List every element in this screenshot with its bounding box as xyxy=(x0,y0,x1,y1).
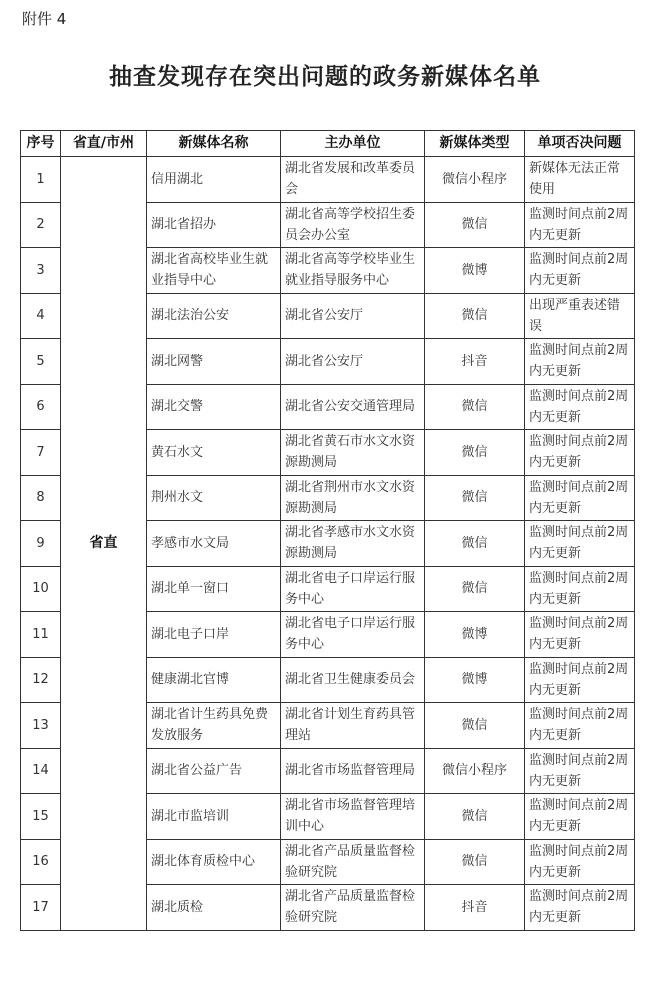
cell-media-type: 微信 xyxy=(425,794,525,840)
header-media-name: 新媒体名称 xyxy=(147,131,281,157)
cell-veto-issue: 监测时间点前2周内无更新 xyxy=(525,839,635,885)
cell-media-type: 微信 xyxy=(425,293,525,339)
cell-veto-issue: 监测时间点前2周内无更新 xyxy=(525,430,635,476)
cell-organizer: 湖北省公安交通管理局 xyxy=(281,384,425,430)
cell-organizer: 湖北省高等学校招生委员会办公室 xyxy=(281,202,425,248)
cell-media-type: 抖音 xyxy=(425,885,525,931)
cell-media-type: 微信 xyxy=(425,839,525,885)
cell-no: 4 xyxy=(21,293,61,339)
cell-media-name: 健康湖北官博 xyxy=(147,657,281,703)
attachment-label: 附件 4 xyxy=(22,10,67,28)
cell-media-type: 微信 xyxy=(425,521,525,567)
cell-media-type: 微博 xyxy=(425,657,525,703)
cell-no: 3 xyxy=(21,248,61,294)
cell-media-name: 湖北交警 xyxy=(147,384,281,430)
cell-media-type: 微信小程序 xyxy=(425,157,525,203)
cell-media-name: 湖北省计生药具免费发放服务 xyxy=(147,703,281,749)
cell-veto-issue: 监测时间点前2周内无更新 xyxy=(525,748,635,794)
cell-veto-issue: 监测时间点前2周内无更新 xyxy=(525,794,635,840)
cell-no: 17 xyxy=(21,885,61,931)
cell-organizer: 湖北省公安厅 xyxy=(281,339,425,385)
cell-no: 16 xyxy=(21,839,61,885)
cell-no: 12 xyxy=(21,657,61,703)
media-list-table xyxy=(20,130,635,931)
cell-media-type: 微信小程序 xyxy=(425,748,525,794)
cell-organizer: 湖北省卫生健康委员会 xyxy=(281,657,425,703)
cell-media-name: 湖北省高校毕业生就业指导中心 xyxy=(147,248,281,294)
cell-no: 8 xyxy=(21,475,61,521)
cell-organizer: 湖北省产品质量监督检验研究院 xyxy=(281,839,425,885)
cell-organizer: 湖北省荆州市水文水资源勘测局 xyxy=(281,475,425,521)
cell-veto-issue: 新媒体无法正常使用 xyxy=(525,157,635,203)
cell-no: 7 xyxy=(21,430,61,476)
cell-organizer: 湖北省市场监督管理局 xyxy=(281,748,425,794)
cell-media-type: 微信 xyxy=(425,566,525,612)
cell-veto-issue: 监测时间点前2周内无更新 xyxy=(525,657,635,703)
cell-veto-issue: 监测时间点前2周内无更新 xyxy=(525,475,635,521)
cell-veto-issue: 监测时间点前2周内无更新 xyxy=(525,703,635,749)
cell-no: 2 xyxy=(21,202,61,248)
cell-no: 15 xyxy=(21,794,61,840)
cell-media-type: 微信 xyxy=(425,475,525,521)
cell-veto-issue: 监测时间点前2周内无更新 xyxy=(525,202,635,248)
header-region: 省直/市州 xyxy=(61,131,147,157)
header-organizer: 主办单位 xyxy=(281,131,425,157)
cell-no: 6 xyxy=(21,384,61,430)
cell-veto-issue: 出现严重表述错误 xyxy=(525,293,635,339)
cell-organizer: 湖北省市场监督管理培训中心 xyxy=(281,794,425,840)
cell-media-type: 抖音 xyxy=(425,339,525,385)
cell-no: 9 xyxy=(21,521,61,567)
cell-media-type: 微信 xyxy=(425,384,525,430)
cell-veto-issue: 监测时间点前2周内无更新 xyxy=(525,339,635,385)
cell-media-name: 湖北省公益广告 xyxy=(147,748,281,794)
header-veto-issue: 单项否决问题 xyxy=(525,131,635,157)
header-media-type: 新媒体类型 xyxy=(425,131,525,157)
cell-organizer: 湖北省计划生育药具管理站 xyxy=(281,703,425,749)
cell-no: 5 xyxy=(21,339,61,385)
cell-media-type: 微信 xyxy=(425,703,525,749)
cell-organizer: 湖北省黄石市水文水资源勘测局 xyxy=(281,430,425,476)
cell-media-name: 湖北网警 xyxy=(147,339,281,385)
cell-no: 1 xyxy=(21,157,61,203)
cell-media-name: 湖北市监培训 xyxy=(147,794,281,840)
table-body xyxy=(21,157,635,931)
cell-no: 11 xyxy=(21,612,61,658)
header-no: 序号 xyxy=(21,131,61,157)
cell-no: 14 xyxy=(21,748,61,794)
cell-veto-issue: 监测时间点前2周内无更新 xyxy=(525,566,635,612)
cell-organizer: 湖北省电子口岸运行服务中心 xyxy=(281,566,425,612)
cell-organizer: 湖北省高等学校毕业生就业指导服务中心 xyxy=(281,248,425,294)
cell-organizer: 湖北省产品质量监督检验研究院 xyxy=(281,885,425,931)
cell-media-name: 湖北电子口岸 xyxy=(147,612,281,658)
page-title: 抽查发现存在突出问题的政务新媒体名单 xyxy=(109,64,541,90)
cell-no: 13 xyxy=(21,703,61,749)
cell-veto-issue: 监测时间点前2周内无更新 xyxy=(525,612,635,658)
table-row xyxy=(21,157,635,203)
cell-media-type: 微博 xyxy=(425,248,525,294)
cell-media-name: 湖北体育质检中心 xyxy=(147,839,281,885)
cell-media-name: 荆州水文 xyxy=(147,475,281,521)
cell-organizer: 湖北省发展和改革委员会 xyxy=(281,157,425,203)
cell-media-name: 湖北法治公安 xyxy=(147,293,281,339)
cell-media-name: 湖北单一窗口 xyxy=(147,566,281,612)
cell-organizer: 湖北省孝感市水文水资源勘测局 xyxy=(281,521,425,567)
cell-media-name: 湖北省招办 xyxy=(147,202,281,248)
cell-veto-issue: 监测时间点前2周内无更新 xyxy=(525,521,635,567)
cell-media-name: 信用湖北 xyxy=(147,157,281,203)
cell-media-type: 微博 xyxy=(425,612,525,658)
cell-organizer: 湖北省电子口岸运行服务中心 xyxy=(281,612,425,658)
cell-veto-issue: 监测时间点前2周内无更新 xyxy=(525,885,635,931)
cell-media-name: 孝感市水文局 xyxy=(147,521,281,567)
cell-media-name: 黄石水文 xyxy=(147,430,281,476)
cell-media-type: 微信 xyxy=(425,430,525,476)
cell-no: 10 xyxy=(21,566,61,612)
cell-veto-issue: 监测时间点前2周内无更新 xyxy=(525,248,635,294)
table-header-row xyxy=(21,131,635,157)
cell-media-type: 微信 xyxy=(425,202,525,248)
cell-media-name: 湖北质检 xyxy=(147,885,281,931)
cell-organizer: 湖北省公安厅 xyxy=(281,293,425,339)
cell-veto-issue: 监测时间点前2周内无更新 xyxy=(525,384,635,430)
cell-region: 省直 xyxy=(61,157,147,931)
